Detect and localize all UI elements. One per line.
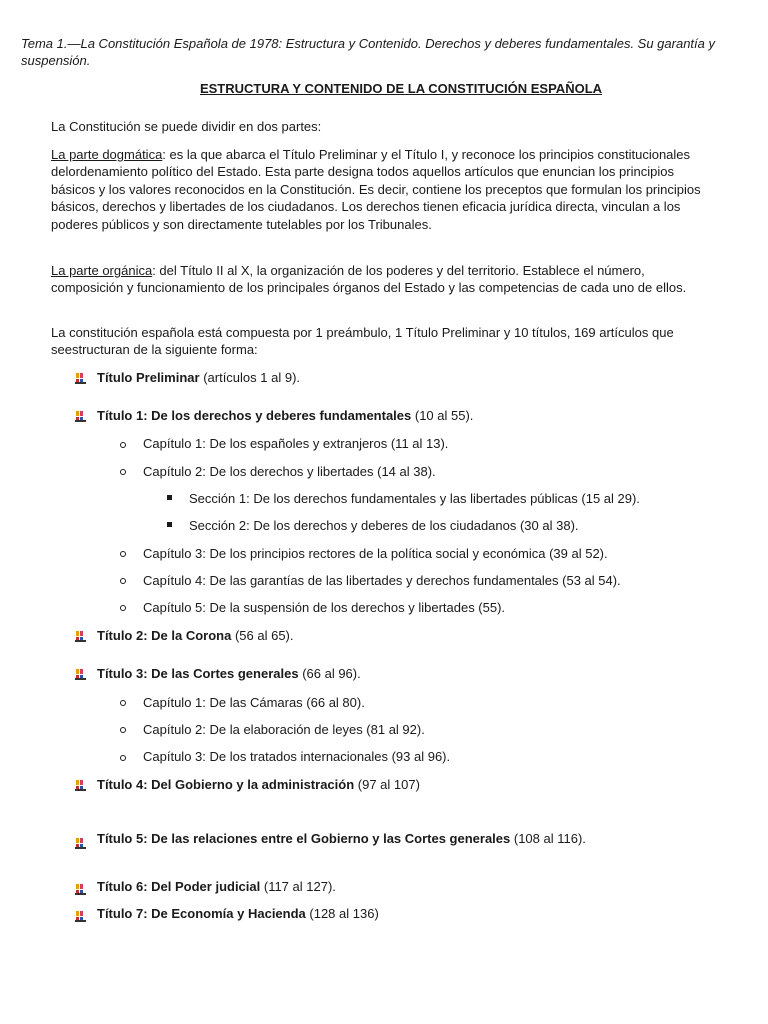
list-item-t1-capitulo-3: Capítulo 3: De los principios rectores de la política social y económica (39 al 52). xyxy=(143,546,608,561)
list-item-rest: (10 al 55). xyxy=(411,408,474,423)
list-item-rest: (128 al 136) xyxy=(305,906,379,921)
list-item-seccion-1: Sección 1: De los derechos fundamentales y las libertades públicas (15 al 29). xyxy=(189,491,640,506)
circle-bullet-icon xyxy=(120,700,126,706)
list-item-bold: Título 7: De Economía y Hacienda xyxy=(97,906,306,921)
colored-bullet-icon xyxy=(75,838,86,849)
section-heading: ESTRUCTURA Y CONTENIDO DE LA CONSTITUCIÓN ESPAÑOLA xyxy=(199,81,603,96)
list-item-t3-capitulo-2: Capítulo 2: De la elaboración de leyes (81 al 92). xyxy=(143,722,425,737)
circle-bullet-icon xyxy=(120,442,126,448)
list-item-titulo-5 xyxy=(97,830,586,847)
list-item-rest: (97 al 107) xyxy=(354,777,420,792)
list-item-rest: (artículos 1 al 9). xyxy=(199,370,301,385)
square-bullet-icon xyxy=(167,522,172,527)
list-item-titulo-3 xyxy=(97,665,361,682)
circle-bullet-icon xyxy=(120,755,126,761)
list-item-seccion-2: Sección 2: De los derechos y deberes de los ciudadanos (30 al 38). xyxy=(189,518,579,533)
colored-bullet-icon xyxy=(75,411,86,422)
colored-bullet-icon xyxy=(75,884,86,895)
list-item-titulo-6 xyxy=(97,878,336,895)
paragraph-intro: La Constitución se puede dividir en dos partes: xyxy=(51,119,322,134)
text-dogmatic: : es la que abarca el Título Preliminar y el Título I, y reconoce los principios constitucionales delordenamiento político del Estado. Esta parte designa todos aquellos artículos que enuncian los principios básicos y los valores reconocidos en la Constitución. Es decir, contiene los preceptos que formulan los principios básicos, derechos y libertades de los ciudadanos. Los derechos tienen eficacia jurídica directa, vinculan a los poderes públicos y son directamente tutelables por los Tribunales. xyxy=(51,147,701,232)
list-item-t3-capitulo-3: Capítulo 3: De los tratados internacionales (93 al 96). xyxy=(143,749,451,764)
circle-bullet-icon xyxy=(120,605,126,611)
colored-bullet-icon xyxy=(75,669,86,680)
list-item-rest: (66 al 96). xyxy=(298,666,361,681)
paragraph-organic xyxy=(51,262,701,297)
colored-bullet-icon xyxy=(75,631,86,642)
list-item-rest: (108 al 116). xyxy=(510,831,586,846)
list-item-t3-capitulo-1: Capítulo 1: De las Cámaras (66 al 80). xyxy=(143,695,365,710)
list-item-t1-capitulo-4: Capítulo 4: De las garantías de las libertades y derechos fundamentales (53 al 54). xyxy=(143,573,621,588)
list-item-t1-capitulo-2: Capítulo 2: De los derechos y libertades (14 al 38). xyxy=(143,464,436,479)
circle-bullet-icon xyxy=(120,727,126,733)
colored-bullet-icon xyxy=(75,373,86,384)
list-item-titulo-7 xyxy=(97,905,379,922)
paragraph-structure: La constitución española está compuesta por 1 preámbulo, 1 Título Preliminar y 10 títulos, 169 artículos que seestructuran de la siguiente forma: xyxy=(51,325,674,358)
list-item-bold: Título 5: De las relaciones entre el Gobierno y las Cortes generales xyxy=(97,831,511,846)
list-item-rest: (56 al 65). xyxy=(231,628,294,643)
list-item-bold: Título 1: De los derechos y deberes fundamentales xyxy=(97,408,412,423)
list-item-titulo-1 xyxy=(97,407,473,424)
square-bullet-icon xyxy=(167,495,172,500)
circle-bullet-icon xyxy=(120,551,126,557)
list-item-titulo-4 xyxy=(97,776,420,793)
list-item-bold: Título 6: Del Poder judicial xyxy=(97,879,261,894)
list-item-t1-capitulo-5: Capítulo 5: De la suspensión de los derechos y libertades (55). xyxy=(143,600,506,615)
colored-bullet-icon xyxy=(75,911,86,922)
term-organic: La parte orgánica xyxy=(51,263,153,278)
list-item-titulo-2 xyxy=(97,627,294,644)
text-organic: : del Título II al X, la organización de los poderes y del territorio. Establece el número, composición y funcionamiento de los principales órganos del Estado y las competencias de cada uno de ellos. xyxy=(51,263,687,296)
list-item-bold: Título 2: De la Corona xyxy=(97,628,232,643)
term-dogmatic: La parte dogmática xyxy=(51,147,163,162)
list-item-bold: Título Preliminar xyxy=(97,370,200,385)
colored-bullet-icon xyxy=(75,780,86,791)
list-item-rest: (117 al 127). xyxy=(260,879,336,894)
list-item-titulo-preliminar xyxy=(97,369,300,386)
list-item-t1-capitulo-1: Capítulo 1: De los españoles y extranjeros (11 al 13). xyxy=(143,436,449,451)
paragraph-dogmatic xyxy=(51,146,701,233)
topic-title: Tema 1.—La Constitución Española de 1978: Estructura y Contenido. Derechos y deberes fundamentales. Su garantía y suspensión. xyxy=(21,36,715,69)
circle-bullet-icon xyxy=(120,469,126,475)
circle-bullet-icon xyxy=(120,578,126,584)
list-item-bold: Título 4: Del Gobierno y la administración xyxy=(97,777,355,792)
list-item-bold: Título 3: De las Cortes generales xyxy=(97,666,299,681)
